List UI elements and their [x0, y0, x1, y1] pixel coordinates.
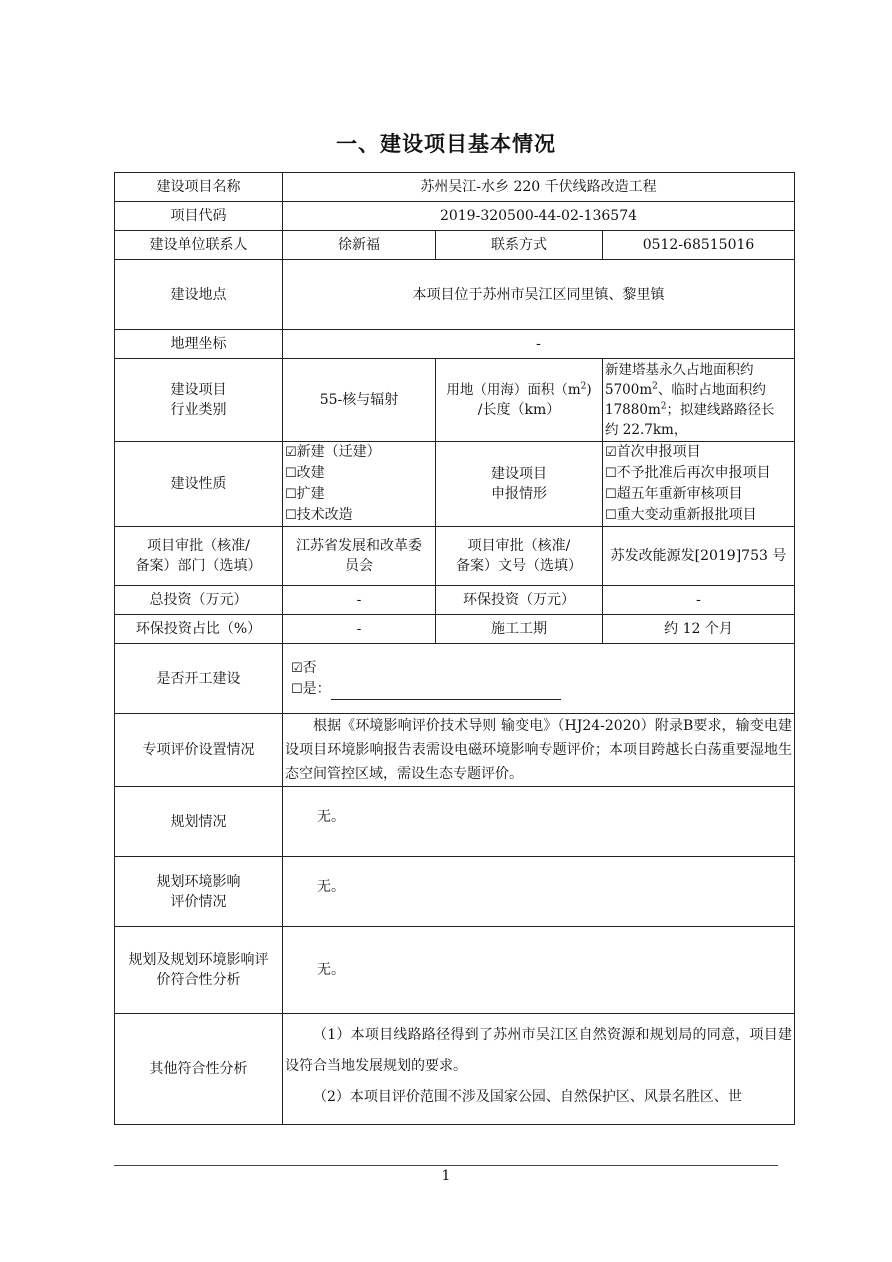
row-approval [115, 527, 795, 586]
period-label: 施工工期 [436, 615, 603, 644]
row-ratio [115, 615, 795, 644]
started-options [283, 644, 795, 714]
row-project-code [115, 202, 795, 231]
other-paragraph-2: （2）本项目评价范围不涉及国家公园、自然保护区、风景名胜区、世 [313, 1089, 742, 1105]
contact-name: 徐新福 [283, 231, 436, 260]
planning-label: 规划情况 [115, 787, 283, 857]
nature-option-rebuild[interactable]: ☐改建 [285, 465, 325, 481]
checked-box-icon: ☑ [291, 660, 303, 676]
row-investment [115, 586, 795, 615]
situation-first[interactable]: ☑首次申报项目 [605, 444, 701, 460]
row-project-name [115, 173, 795, 202]
other-paragraph-1: （1）本项目线路路径得到了苏州市吴江区自然资源和规划局的同意，项目建设符合当地发展规划的要求。 [285, 1027, 792, 1074]
project-name-value: 苏州吴江-水乡 220 千伏线路改造工程 [283, 173, 795, 202]
checked-box-icon: ☑ [285, 445, 297, 460]
period-value: 约 12 个月 [603, 615, 795, 644]
area-label-line2: /长度（km） [477, 402, 561, 418]
project-name-label: 建设项目名称 [115, 173, 283, 202]
row-special [115, 714, 795, 787]
project-code-value: 2019-320500-44-02-136574 [283, 202, 795, 231]
situation-five-years[interactable]: ☐超五年重新审核项目 [605, 486, 743, 502]
planning-env-label: 规划环境影响 评价情况 [115, 857, 283, 927]
ratio-value: - [283, 615, 436, 644]
row-location [115, 260, 795, 330]
area-line4: 约 22.7km， [605, 422, 688, 438]
project-code-label: 项目代码 [115, 202, 283, 231]
industry-value: 55-核与辐射 [283, 359, 436, 442]
planning-value: 无。 [283, 787, 795, 857]
started-no-option[interactable]: ☑否 [291, 659, 317, 676]
started-yes-option[interactable]: ☐是： [291, 679, 792, 700]
row-started [115, 644, 795, 714]
env-investment-label: 环保投资（万元） [436, 586, 603, 615]
special-value: 根据《环境影响评价技术导则 输变电》（HJ24-2020）附录B要求，输变电建设项目环境影响报告表需设电磁环境影响专题评价；本项目跨越长白荡重要湿地生态空间管控区域，需设生态专题评价。 [283, 714, 795, 787]
area-line2: $5700m^2$、临时占地面积约 [605, 381, 766, 398]
contact-label: 建设单位联系人 [115, 231, 283, 260]
started-label: 是否开工建设 [115, 644, 283, 714]
industry-label [115, 359, 283, 442]
investment-value: - [283, 586, 436, 615]
row-planning-env [115, 857, 795, 927]
row-coordinates [115, 330, 795, 359]
row-other [115, 1014, 795, 1125]
env-investment-value: - [603, 586, 795, 615]
nature-options [283, 442, 436, 527]
footer-divider [114, 1165, 778, 1166]
unchecked-box-icon: ☐ [605, 487, 617, 502]
row-planning [115, 787, 795, 857]
nature-option-expand[interactable]: ☐扩建 [285, 486, 325, 502]
unchecked-box-icon: ☐ [605, 466, 617, 481]
situation-label: 建设项目 申报情形 [436, 442, 603, 527]
project-info-table [114, 172, 795, 1125]
approval-doc-value: 苏发改能源发[2019]753 号 [603, 527, 795, 586]
planning-conform-value: 无。 [283, 927, 795, 1014]
approval-doc-label: 项目审批（核准/ 备案）文号（选填） [436, 527, 603, 586]
situation-options [603, 442, 795, 527]
approval-dept-value: 江苏省发展和改革委 员会 [283, 527, 436, 586]
unchecked-box-icon: ☐ [285, 508, 297, 523]
situation-major-change[interactable]: ☐重大变动重新报批项目 [605, 507, 757, 523]
row-nature [115, 442, 795, 527]
row-contact [115, 231, 795, 260]
page-number: 1 [441, 1168, 451, 1184]
situation-resubmit[interactable]: ☐不予批准后再次申报项目 [605, 465, 771, 481]
nature-option-new[interactable]: ☑新建（迁建） [285, 444, 381, 460]
planning-env-value: 无。 [283, 857, 795, 927]
investment-label: 总投资（万元） [115, 586, 283, 615]
location-value: 本项目位于苏州市吴江区同里镇、黎里镇 [283, 260, 795, 330]
contact-method-label: 联系方式 [436, 231, 603, 260]
blank-underline [331, 685, 561, 700]
row-industry [115, 359, 795, 442]
industry-label-line1: 建设项目 [170, 382, 227, 398]
unchecked-box-icon: ☐ [285, 487, 297, 502]
coordinates-label: 地理坐标 [115, 330, 283, 359]
area-label [436, 359, 603, 442]
nature-option-tech[interactable]: ☐技术改造 [285, 507, 353, 523]
contact-phone: 0512-68515016 [603, 231, 795, 260]
checked-box-icon: ☑ [605, 445, 617, 460]
coordinates-value: - [283, 330, 795, 359]
nature-label: 建设性质 [115, 442, 283, 527]
area-line3: $17880m^2$；拟建线路路径长 [605, 401, 775, 418]
unchecked-box-icon: ☐ [285, 466, 297, 481]
page-title: 一、建设项目基本情况 [336, 132, 556, 156]
approval-dept-label: 项目审批（核准/ 备案）部门（选填） [115, 527, 283, 586]
area-value [603, 359, 795, 442]
area-label-line1: 用地（用海）面积$(m^2)$ [446, 381, 592, 398]
area-line1: 新建塔基永久占地面积约 [605, 362, 754, 378]
special-label: 专项评价设置情况 [115, 714, 283, 787]
unchecked-box-icon: ☐ [605, 508, 617, 523]
unchecked-box-icon: ☐ [291, 681, 303, 697]
ratio-label: 环保投资占比（%） [115, 615, 283, 644]
location-label: 建设地点 [115, 260, 283, 330]
row-planning-conform [115, 927, 795, 1014]
other-label: 其他符合性分析 [115, 1014, 283, 1125]
industry-label-line2: 行业类别 [170, 402, 227, 418]
planning-conform-label: 规划及规划环境影响评 价符合性分析 [115, 927, 283, 1014]
other-value [283, 1014, 795, 1125]
